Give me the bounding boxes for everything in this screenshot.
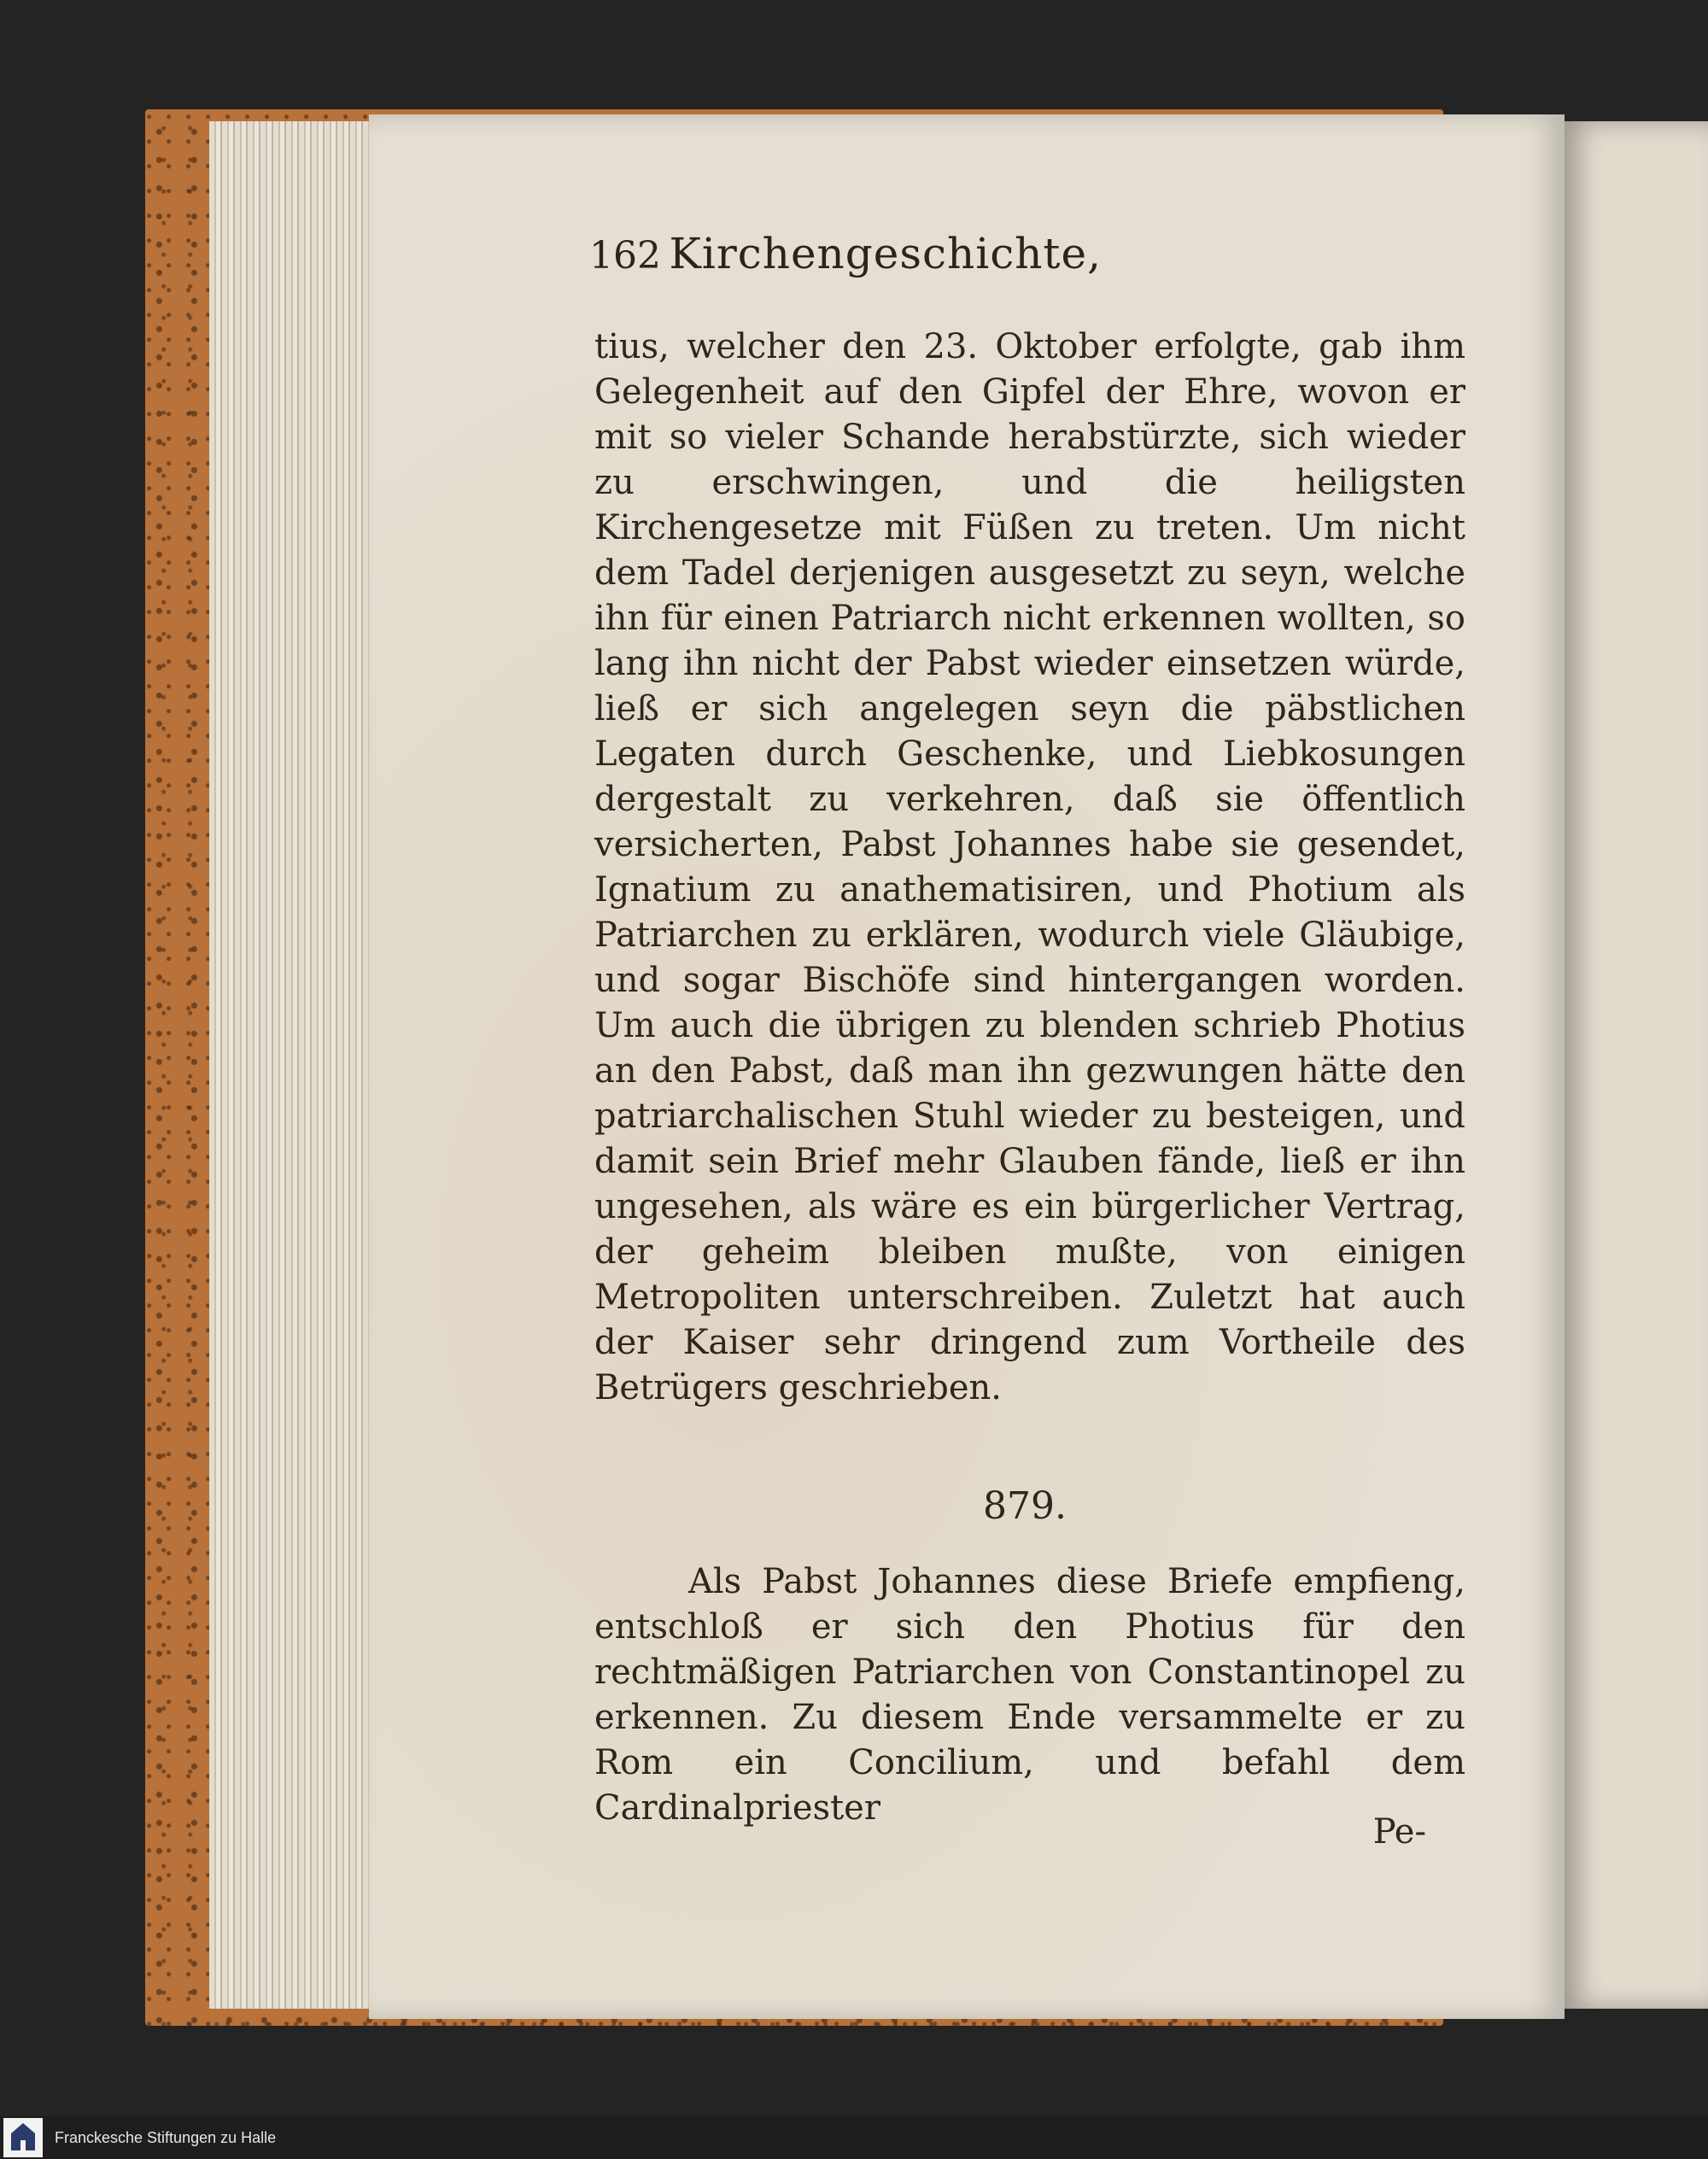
page-number: 162 — [589, 234, 661, 278]
paragraph-1: tius, welcher den 23. Oktober erfolgte, gab ihm Gelegenheit auf den Gipfel der Ehre, wovon er mit so vieler Schande herabstürzte, sich wieder zu erschwingen, und die heiligsten Kirchengesetze mit Füßen zu treten. Um nicht dem Tadel derjenigen ausgesetzt zu seyn, welche ihn für einen Patriarch nicht erkennen wollten, so lang ihn nicht der Pabst wieder einsetzen würde, ließ er sich angelegen seyn die päbstlichen Legaten durch Geschenke, und Liebkosungen dergestalt zu verkehren, daß sie öffentlich versicherten, Pabst Johannes habe sie gesendet, Ignatium zu anathematisiren, und Photium als Patriarchen zu erklären, wodurch viele Gläubige, und sogar Bischöfe sind hintergangen worden. Um auch die übrigen zu blenden schrieb Photius an den Pabst, daß man ihn gezwungen hätte den patriarchalischen Stuhl wieder zu besteigen, und damit sein Brief mehr Glauben fände, ließ er ihn ungesehen, als wäre es ein bürgerlicher Vertrag, der geheim bleiben mußte, von einigen Metropoliten unterschreiben. Zuletzt hat auch der Kaiser sehr dringend zum Vortheile des Betrügers geschrieben. — [594, 327, 1465, 1407]
running-head — [589, 229, 1221, 289]
paragraph-2: Als Pabst Johannes diese Briefe empfieng, entschloß er sich den Photius für den rechtmäßigen Patriarchen von Constantinopel zu erkennen. Zu diesem Ende versammelte er zu Rom ein Concilium, und befahl dem Cardinalpriester — [594, 1562, 1465, 1828]
body-text-1 — [594, 325, 1465, 1411]
footer-institution: Franckesche Stiftungen zu Halle — [55, 2128, 277, 2146]
facing-page-edge — [1561, 121, 1708, 2009]
running-head-title: Kirchengeschichte, — [669, 229, 1102, 278]
year-heading: 879. — [983, 1484, 1067, 1528]
page-edges — [209, 121, 380, 2009]
franckesche-stiftungen-logo-icon — [3, 2118, 43, 2157]
footer-bar — [0, 2116, 1708, 2159]
catchword: Pe- — [1372, 1812, 1426, 1852]
body-text-2 — [594, 1559, 1465, 1831]
